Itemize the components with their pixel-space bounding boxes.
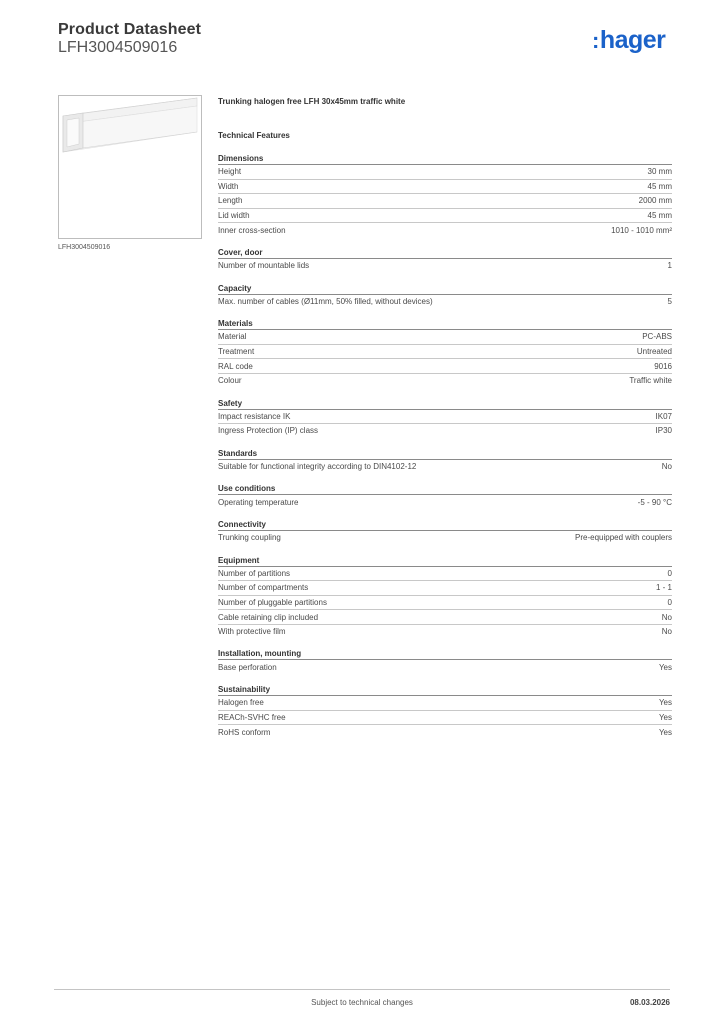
section-title: Installation, mounting [218,648,672,660]
spec-row [218,610,672,625]
spec-value: 0 [667,568,672,578]
spec-section [218,247,672,273]
spec-row [218,330,672,345]
spec-row [218,180,672,195]
spec-row [218,259,672,273]
spec-row [218,625,672,639]
section-title: Equipment [218,555,672,567]
spec-value: 2000 mm [638,196,672,206]
spec-value: 45 mm [647,211,672,221]
section-title: Cover, door [218,247,672,259]
spec-row [218,374,672,388]
section-rows [218,495,672,509]
logo-colon-icon: : [592,28,599,53]
spec-value: Yes [658,727,672,737]
product-code: LFH3004509016 [58,39,178,56]
spec-row [218,345,672,360]
spec-label: Width [218,181,239,191]
spec-value: 1010 - 1010 mm² [611,225,672,235]
spec-sections [218,153,672,739]
section-title: Standards [218,448,672,460]
spec-value: Traffic white [629,376,672,386]
spec-label: RAL code [218,361,253,371]
section-rows [218,295,672,309]
spec-value: 0 [667,597,672,607]
logo-text: hager [599,26,666,54]
spec-value: No [661,462,672,472]
spec-value: PC-ABS [642,332,672,342]
spec-label: Suitable for functional integrity according to DIN4102-12 [218,462,417,472]
spec-row [218,165,672,180]
spec-value: Untreated [636,347,672,357]
spec-section [218,684,672,739]
spec-value: Pre-equipped with couplers [575,533,672,543]
spec-row [218,295,672,309]
hager-logo [592,28,665,53]
spec-section [218,153,672,237]
spec-label: REACh-SVHC free [218,712,286,722]
spec-label: Length [218,196,243,206]
footer-divider [54,989,670,990]
spec-label: Number of mountable lids [218,261,310,271]
spec-section [218,448,672,474]
section-rows [218,567,672,639]
spec-row [218,223,672,237]
spec-value: 1 [667,261,672,271]
spec-row [218,194,672,209]
section-title: Materials [218,318,672,330]
spec-content [218,96,672,739]
section-title: Use conditions [218,483,672,495]
spec-label: Trunking coupling [218,533,281,543]
section-rows [218,660,672,674]
spec-label: With protective film [218,627,286,637]
spec-label: Colour [218,376,242,386]
spec-row [218,531,672,545]
spec-row [218,410,672,425]
spec-row [218,460,672,474]
image-caption: LFH3004509016 [58,244,111,251]
spec-label: Lid width [218,211,250,221]
trunking-icon [59,96,201,238]
spec-section [218,318,672,387]
spec-value: Yes [658,698,672,708]
section-title: Capacity [218,283,672,295]
spec-label: Halogen free [218,698,264,708]
section-title: Dimensions [218,153,672,165]
spec-row [218,581,672,596]
section-rows [218,410,672,438]
features-heading: Technical Features [218,131,290,140]
page-title: Product Datasheet [58,21,202,38]
spec-row [218,596,672,611]
spec-section [218,555,672,639]
footer-date: 08.03.2026 [629,998,670,1007]
spec-label: Base perforation [218,662,277,672]
section-title: Sustainability [218,684,672,696]
spec-value: Yes [658,662,672,672]
spec-value: 45 mm [647,181,672,191]
spec-value: No [661,627,672,637]
spec-row [218,424,672,438]
spec-section [218,519,672,545]
spec-label: Number of partitions [218,568,291,578]
spec-label: Number of pluggable partitions [218,597,327,607]
spec-value: 9016 [654,361,672,371]
spec-row [218,711,672,726]
section-rows [218,460,672,474]
spec-label: Max. number of cables (Ø11mm, 50% filled, without devices) [218,296,433,306]
spec-label: Treatment [218,347,255,357]
spec-label: Ingress Protection (IP) class [218,426,319,436]
section-title: Safety [218,398,672,410]
spec-section [218,483,672,509]
section-rows [218,259,672,273]
spec-label: Cable retaining clip included [218,612,319,622]
footer-note: Subject to technical changes [311,998,413,1007]
spec-label: Inner cross-section [218,225,286,235]
spec-label: Height [218,167,242,177]
spec-value: 1 - 1 [655,583,672,593]
spec-label: Operating temperature [218,497,299,507]
spec-value: 5 [667,296,672,306]
spec-row [218,725,672,739]
spec-section [218,398,672,438]
section-rows [218,696,672,739]
spec-label: Number of compartments [218,583,309,593]
section-rows [218,330,672,387]
spec-value: No [661,612,672,622]
spec-value: -5 - 90 °C [637,497,672,507]
section-rows [218,531,672,545]
spec-value: IP30 [655,426,672,436]
spec-section [218,283,672,309]
spec-row [218,567,672,582]
spec-row [218,359,672,374]
section-title: Connectivity [218,519,672,531]
spec-value: IK07 [655,411,672,421]
spec-value: Yes [658,712,672,722]
spec-label: RoHS conform [218,727,271,737]
spec-row [218,696,672,711]
spec-row [218,660,672,674]
spec-row [218,495,672,509]
spec-label: Impact resistance IK [218,411,291,421]
spec-label: Material [218,332,247,342]
product-image [58,95,202,239]
spec-row [218,209,672,224]
spec-value: 30 mm [647,167,672,177]
product-name: Trunking halogen free LFH 30x45mm traffic white [218,97,406,106]
spec-section [218,648,672,674]
section-rows [218,165,672,237]
